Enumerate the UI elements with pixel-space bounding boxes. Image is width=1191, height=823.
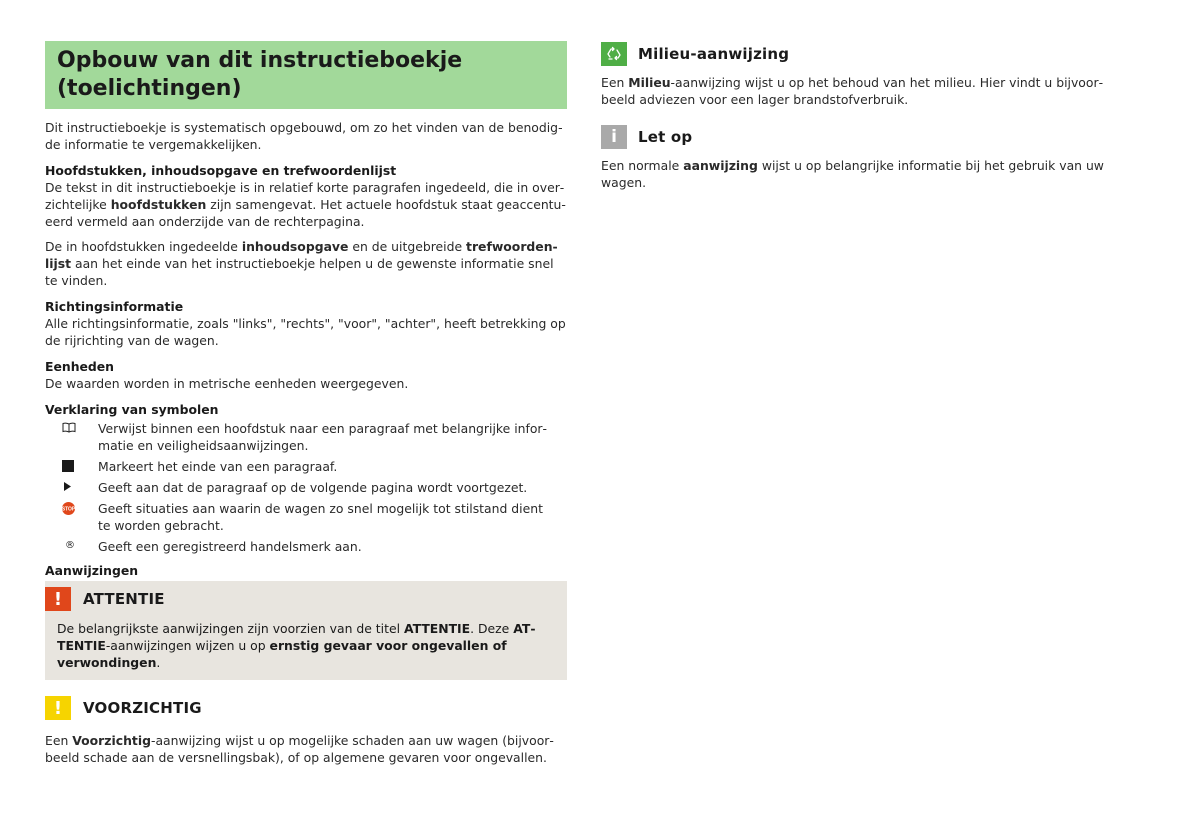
symbol-list [45,420,567,555]
exclamation-icon: ! [45,696,71,720]
section-title-box [45,41,567,109]
section-symbols [45,401,567,555]
section-heading: Hoofdstukken, inhoudsopgave en trefwoordenlijst [45,163,397,178]
environment-text: Een Milieu-aanwijzing wijst u op het behoud van het milieu. Hier vindt u bijvoorbeeld adviezen voor een lager brandstofverbruik. [601,75,1104,107]
info-title: Let op [638,128,693,146]
section-chapters [45,162,567,289]
attention-title: ATTENTIE [83,590,165,608]
list-item: STOP Geeft situaties aan waarin de wagen zo snel mogelijk tot stilstand dient te worden gebracht. [45,500,567,534]
caution-text: Een Voorzichtig-aanwijzing wijst u op mogelijke schaden aan uw wagen (bijvoorbeeld schade aan de versnellingsbak), of op algemene gevaren voor ongevallen. [45,733,554,765]
svg-text:STOP: STOP [62,506,75,513]
paragraph: De tekst in dit instructieboekje is in relatief korte paragrafen ingedeeld, die in overzichtelijke hoofdstukken zijn samengevat. Het actuele hoofdstuk staat geaccentueerd vermeld aan onderzijde van de rechterpagina. [45,180,566,229]
info-header [601,124,1111,150]
paragraph: De in hoofdstukken ingedeelde inhoudsopgave en de uitgebreide trefwoordenlijst aan het einde van het instructieboekje helpen u de gewenste informatie snel te vinden. [45,239,558,288]
environment-header [601,41,1111,67]
stop-icon [45,500,98,515]
caution-title: VOORZICHTIG [83,699,202,717]
exclamation-icon: ! [45,587,71,611]
book-icon [45,420,98,433]
right-column [601,41,1111,191]
section-heading: Richtingsinformatie [45,299,184,314]
section-notices [45,562,567,766]
info-note [601,124,1111,191]
list-item: Verwijst binnen een hoofdstuk naar een paragraaf met belangrijke informatie en veiligheidsaanwijzingen. [45,420,567,454]
section-heading: Aanwijzingen [45,563,139,578]
environment-title: Milieu-aanwijzing [638,45,790,63]
info-icon: i [601,125,627,149]
triangle-right-icon [45,479,98,492]
environment-note [601,41,1111,108]
attention-box [45,581,567,680]
info-text: Een normale aanwijzing wijst u op belangrijke informatie bij het gebruik van uw wagen. [601,158,1104,190]
list-item: Markeert het einde van een paragraaf. [45,458,567,475]
section-heading: Verklaring van symbolen [45,402,219,417]
section-heading: Eenheden [45,359,115,374]
section-units [45,358,567,392]
caution-box [45,694,567,766]
page-title: Opbouw van dit instructieboekje (toelichtingen) [57,48,463,101]
list-item: Geeft aan dat de paragraaf op de volgende pagina wordt voortgezet. [45,479,567,496]
square-icon [45,458,98,472]
list-item: ® Geeft een geregistreerd handelsmerk aan. [45,538,567,555]
section-directions [45,298,567,349]
left-column [45,41,567,766]
paragraph: De waarden worden in metrische eenheden weergegeven. [45,376,409,391]
attention-text: De belangrijkste aanwijzingen zijn voorzien van de titel ATTENTIE. Deze ATTENTIE-aanwijzingen wijzen u op ernstig gevaar voor ongevallen of verwondingen. [57,621,536,670]
attention-header [53,585,555,613]
recycle-icon [601,42,627,66]
registered-icon: ® [65,540,75,551]
caution-header [53,694,567,722]
paragraph: Alle richtingsinformatie, zoals "links", "rechts", "voor", "achter", heeft betrekking op de rijrichting van de wagen. [45,316,566,348]
intro-paragraph: Dit instructieboekje is systematisch opgebouwd, om zo het vinden van de benodigde informatie te vergemakkelijken. [45,120,563,152]
